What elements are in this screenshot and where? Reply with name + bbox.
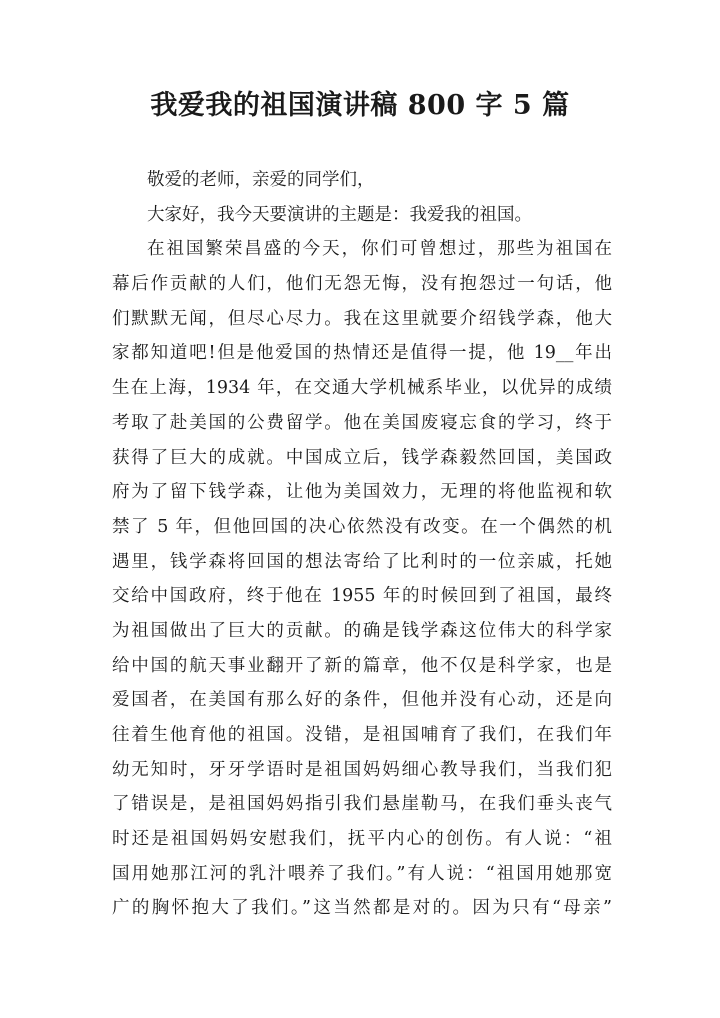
paragraph-line: 家都知道吧!但是他爱国的热情还是值得一提，他 19__年出 [112,343,612,364]
paragraph-line: 为祖国做出了巨大的贡献。的确是钱学森这位伟大的科学家 [112,620,612,641]
paragraph-line: 往着生他育他的祖国。没错，是祖国哺育了我们，在我们年 [112,725,612,745]
paragraph-line: 广的胸怀抱大了我们。”这当然都是对的。因为只有“母亲” [112,898,612,919]
paragraph-line: 交给中国政府，终于他在 1955 年的时候回到了祖国，最终 [112,586,612,607]
paragraph-line: 敬爱的老师，亲爱的同学们， [147,170,375,190]
document-title: 我爱我的祖国演讲稿 800 字 5 篇 [150,90,570,121]
paragraph-line: 禁了 5 年，但他回国的决心依然没有改变。在一个偶然的机 [112,516,612,537]
paragraph-line: 在祖国繁荣昌盛的今天，你们可曾想过，那些为祖国在 [147,239,612,260]
paragraph-line: 获得了巨大的成就。中国成立后，钱学森毅然回国，美国政 [112,447,612,468]
paragraph-line: 国用她那江河的乳汁喂养了我们。”有人说：“祖国用她那宽 [112,863,612,884]
paragraph-line: 幕后作贡献的人们，他们无怨无悔，没有抱怨过一句话，他 [112,274,612,295]
paragraph-line: 府为了留下钱学森，让他为美国效力，无理的将他监视和软 [112,482,612,503]
paragraph-line: 生在上海，1934 年，在交通大学机械系毕业，以优异的成绩 [112,378,612,399]
paragraph-line: 时还是祖国妈妈安慰我们，抚平内心的创伤。有人说：“祖 [112,829,612,850]
paragraph-line: 们默默无闻，但尽心尽力。我在这里就要介绍钱学森，他大 [112,308,612,329]
paragraph-line: 给中国的航天事业翻开了新的篇章，他不仅是科学家，也是 [112,655,612,676]
paragraph-line: 考取了赴美国的公费留学。他在美国废寝忘食的学习，终于 [112,412,612,433]
paragraph-line: 大家好，我今天要演讲的主题是：我爱我的祖国。 [147,204,532,225]
paragraph-line: 爱国者，在美国有那么好的条件，但他并没有心动，还是向 [112,690,612,711]
paragraph-line: 遇里，钱学森将回国的想法寄给了比利时的一位亲戚，托她 [112,551,612,572]
paragraph-line: 幼无知时，牙牙学语时是祖国妈妈细心教导我们，当我们犯 [112,759,612,780]
paragraph-line: 了错误是，是祖国妈妈指引我们悬崖勒马，在我们垂头丧气 [112,794,612,815]
document-body [112,163,612,926]
